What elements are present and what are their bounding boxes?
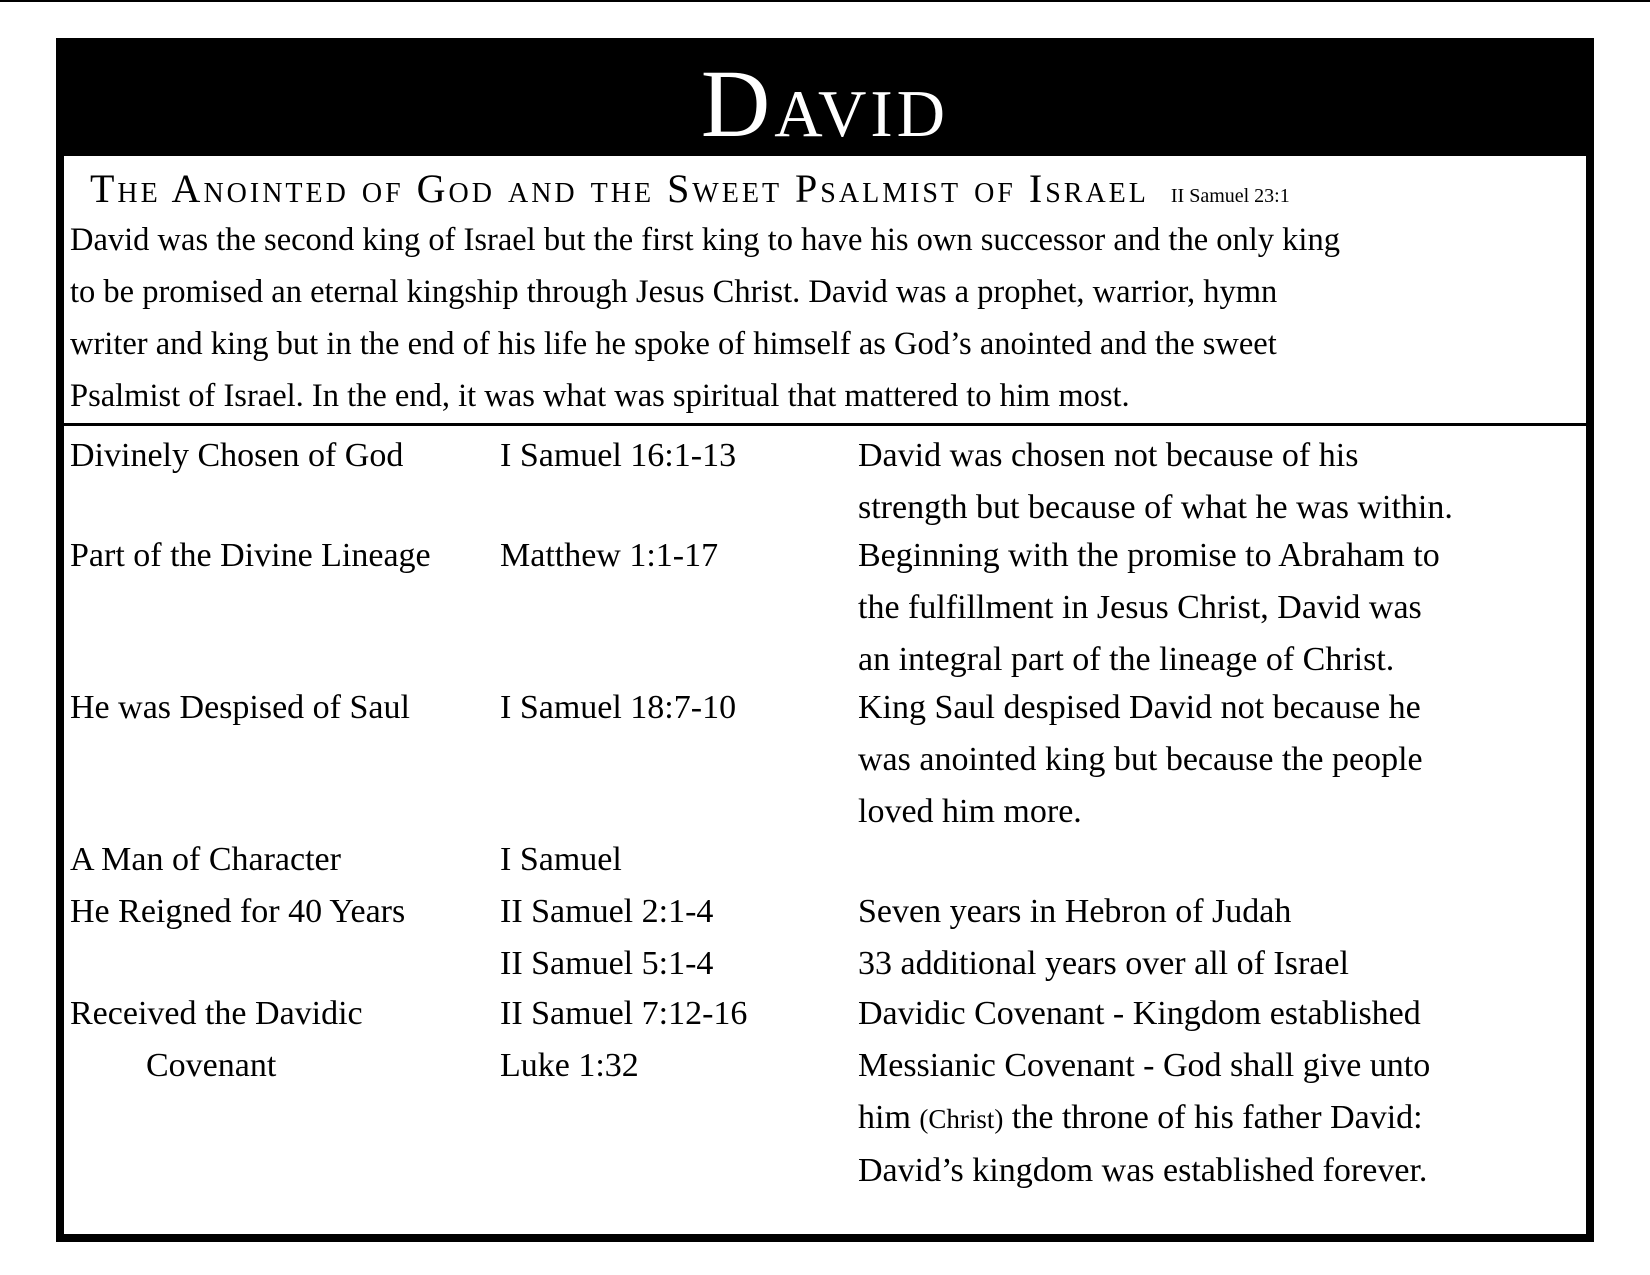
note-line: David was chosen not because of his xyxy=(858,437,1359,474)
topics-table xyxy=(64,426,1586,1226)
note-line: Messianic Covenant - God shall give unto xyxy=(858,1047,1431,1084)
note-line: Davidic Covenant - Kingdom established xyxy=(858,995,1421,1032)
topic-cell: He Reigned for 40 Years xyxy=(70,893,406,930)
subtitle: The Anointed of God and the Sweet Psalmist of Israel xyxy=(90,166,1149,211)
note-cell xyxy=(858,886,1578,990)
topic-line-continued: Covenant xyxy=(146,1047,277,1084)
scripture-reference: I Samuel xyxy=(500,841,622,878)
summary-line: writer and king but in the end of his life he spoke of himself as God’s anointed and the sweet xyxy=(70,326,1277,362)
note-line-start: him xyxy=(858,1099,920,1136)
summary-line: to be promised an eternal kingship through Jesus Christ. David was a prophet, warrior, hymn xyxy=(70,274,1278,310)
top-rule xyxy=(0,0,1650,2)
topic-cell: He was Despised of Saul xyxy=(70,689,410,726)
subtitle-reference: II Samuel 23:1 xyxy=(1170,185,1290,207)
note-aside: (Christ) xyxy=(919,1104,1004,1134)
summary-paragraph xyxy=(70,214,1570,422)
scripture-reference: II Samuel 7:12-16 xyxy=(500,995,748,1032)
reference-cell xyxy=(500,430,850,482)
note-line-end: the throne of his father David: xyxy=(1003,1099,1423,1136)
title-banner xyxy=(64,46,1586,156)
scripture-reference: I Samuel 16:1-13 xyxy=(500,437,737,474)
note-line: King Saul despised David not because he xyxy=(858,689,1421,726)
topic-cell: A Man of Character xyxy=(70,841,341,878)
reference-cell xyxy=(500,682,850,734)
reference-cell xyxy=(500,886,850,990)
reference-cell xyxy=(500,530,850,582)
scripture-reference: Matthew 1:1-17 xyxy=(500,537,719,574)
note-line: Seven years in Hebron of Judah xyxy=(858,893,1292,930)
note-line: strength but because of what he was within. xyxy=(858,489,1453,526)
topic-cell: Part of the Divine Lineage xyxy=(70,537,431,574)
note-line: David’s kingdom was established forever. xyxy=(858,1152,1428,1189)
subtitle-row xyxy=(90,164,1570,214)
topic-cell xyxy=(70,988,490,1092)
note-line: the fulfillment in Jesus Christ, David was xyxy=(858,589,1422,626)
note-line: Beginning with the promise to Abraham to xyxy=(858,537,1440,574)
note-line: was anointed king but because the people xyxy=(858,741,1423,778)
note-line xyxy=(858,1092,1578,1145)
scripture-reference: II Samuel 5:1-4 xyxy=(500,945,714,982)
note-line: loved him more. xyxy=(858,793,1082,830)
note-cell xyxy=(858,530,1578,686)
scripture-reference: Luke 1:32 xyxy=(500,1047,639,1084)
page-frame xyxy=(56,38,1594,1242)
intro-section xyxy=(64,156,1586,426)
topic-line: Received the Davidic xyxy=(70,995,363,1032)
page-title: David xyxy=(700,50,950,157)
note-cell xyxy=(858,430,1578,534)
note-cell xyxy=(858,682,1578,838)
note-line: an integral part of the lineage of Christ. xyxy=(858,641,1395,678)
reference-cell xyxy=(500,988,850,1092)
scripture-reference: II Samuel 2:1-4 xyxy=(500,893,714,930)
scripture-reference: I Samuel 18:7-10 xyxy=(500,689,737,726)
note-cell xyxy=(858,988,1578,1197)
topic-cell: Divinely Chosen of God xyxy=(70,437,404,474)
reference-cell xyxy=(500,834,850,886)
summary-line: Psalmist of Israel. In the end, it was what was spiritual that mattered to him most. xyxy=(70,378,1130,414)
summary-line: David was the second king of Israel but the first king to have his own successor and the only king xyxy=(70,222,1340,258)
note-line: 33 additional years over all of Israel xyxy=(858,945,1349,982)
